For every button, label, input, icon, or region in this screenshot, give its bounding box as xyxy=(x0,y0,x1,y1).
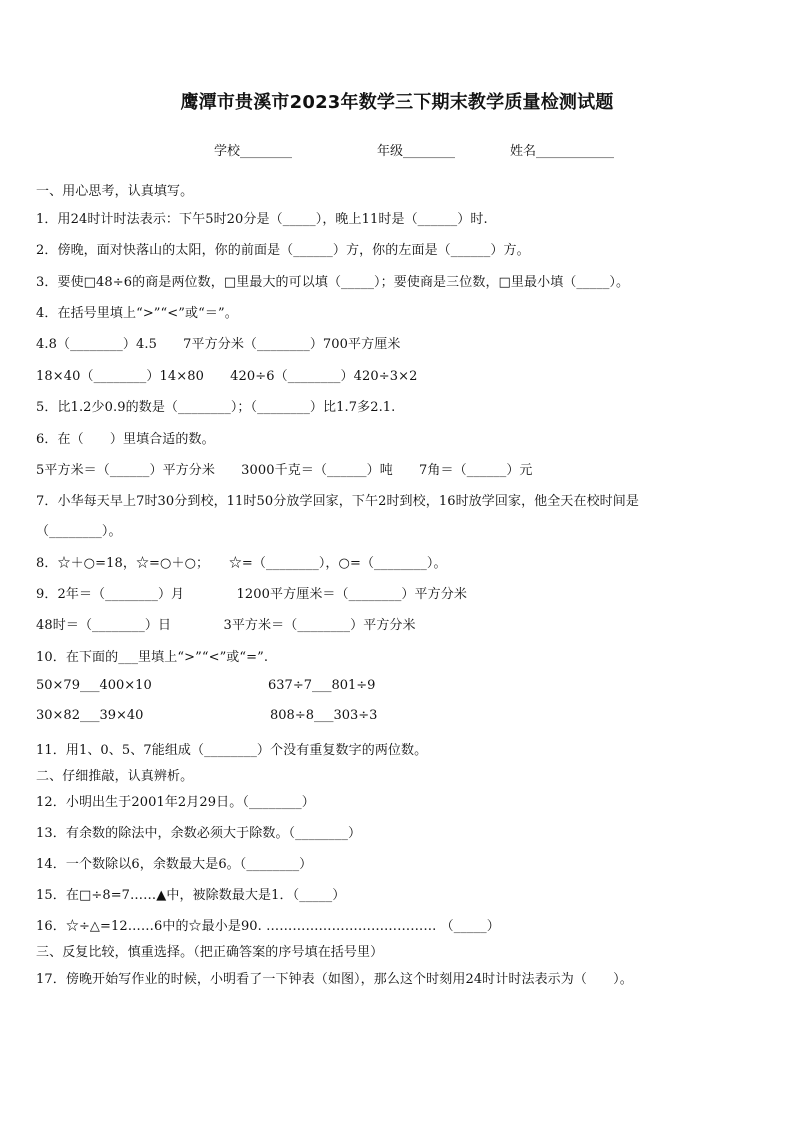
section-heading-2: 二、仔细推敲，认真辨析。 xyxy=(36,769,194,784)
question-7: 7．小华每天早上7时30分到校，11时50分放学回家，下午2时到校，16时放学回家，他全天在校时间是 xyxy=(36,494,639,509)
question-3: 3．要使□48÷6的商是两位数，□里最大的可以填（_____）；要使商是三位数，□里最小填（_____）。 xyxy=(36,275,630,290)
question-10-item-4: 808÷8___303÷3 xyxy=(270,708,378,723)
question-10-item-2: 637÷7___801÷9 xyxy=(268,678,376,693)
student-info-row xyxy=(0,140,794,160)
question-5: 5．比1.2少0.9的数是（________）；（________）比1.7多2.1. xyxy=(36,400,396,415)
question-10-item-1: 50×79___400×10 xyxy=(36,678,152,693)
question-9-row-2: 48时＝（________）日 3平方米＝（________）平方分米 xyxy=(36,618,416,633)
question-10-item-3: 30×82___39×40 xyxy=(36,708,144,723)
question-9: 9．2年＝（________）月 1200平方厘米＝（________）平方分米 xyxy=(36,587,467,602)
question-6: 6．在（ ）里填合适的数。 xyxy=(36,432,215,447)
name-field: 姓名____________ xyxy=(510,144,615,159)
question-17: 17．傍晚开始写作业的时候，小明看了一下钟表（如图），那么这个时刻用24时计时法表示为（ ）。 xyxy=(36,972,633,987)
question-16: 16．☆÷△=12……6中的☆最小是90. ………………………………… （_____） xyxy=(36,919,500,934)
page-title: 鹰潭市贵溪市2023年数学三下期末教学质量检测试题 xyxy=(180,92,614,113)
section-heading-1: 一、用心思考，认真填写。 xyxy=(36,184,194,199)
question-15: 15．在□÷8=7……▲中，被除数最大是1．（_____） xyxy=(36,888,346,903)
question-13: 13．有余数的除法中，余数必须大于除数。（________） xyxy=(36,826,362,841)
grade-field: 年级________ xyxy=(377,144,456,159)
question-4: 4．在括号里填上“>”“<”或“＝”。 xyxy=(36,306,238,321)
question-8: 8．☆＋○=18，☆=○＋○； ☆=（________），○=（________）。 xyxy=(36,556,447,571)
question-2: 2．傍晚，面对快落山的太阳，你的前面是（______）方，你的左面是（______）方。 xyxy=(36,243,530,258)
question-6-row: 5平方米＝（______）平方分米 3000千克＝（______）吨 7角＝（______）元 xyxy=(36,463,533,478)
question-14: 14．一个数除以6，余数最大是6。（________） xyxy=(36,857,313,872)
section-heading-3: 三、反复比较，慎重选择。（把正确答案的序号填在括号里） xyxy=(36,945,384,960)
school-field: 学校________ xyxy=(214,144,293,159)
question-12: 12．小明出生于2001年2月29日。（________） xyxy=(36,795,315,810)
question-7-answer: （________）。 xyxy=(36,524,122,539)
question-4-row-1: 4.8（________）4.5 7平方分米（________）700平方厘米 xyxy=(36,337,401,352)
question-10: 10．在下面的___里填上“>”“<”或“=”. xyxy=(36,650,269,665)
question-11: 11．用1、0、5、7能组成（________）个没有重复数字的两位数。 xyxy=(36,743,428,758)
question-1: 1．用24时计时法表示：下午5时20分是（_____），晚上11时是（______）时. xyxy=(36,212,488,227)
question-4-row-2: 18×40（________）14×80 420÷6（________）420÷3×2 xyxy=(36,369,418,384)
